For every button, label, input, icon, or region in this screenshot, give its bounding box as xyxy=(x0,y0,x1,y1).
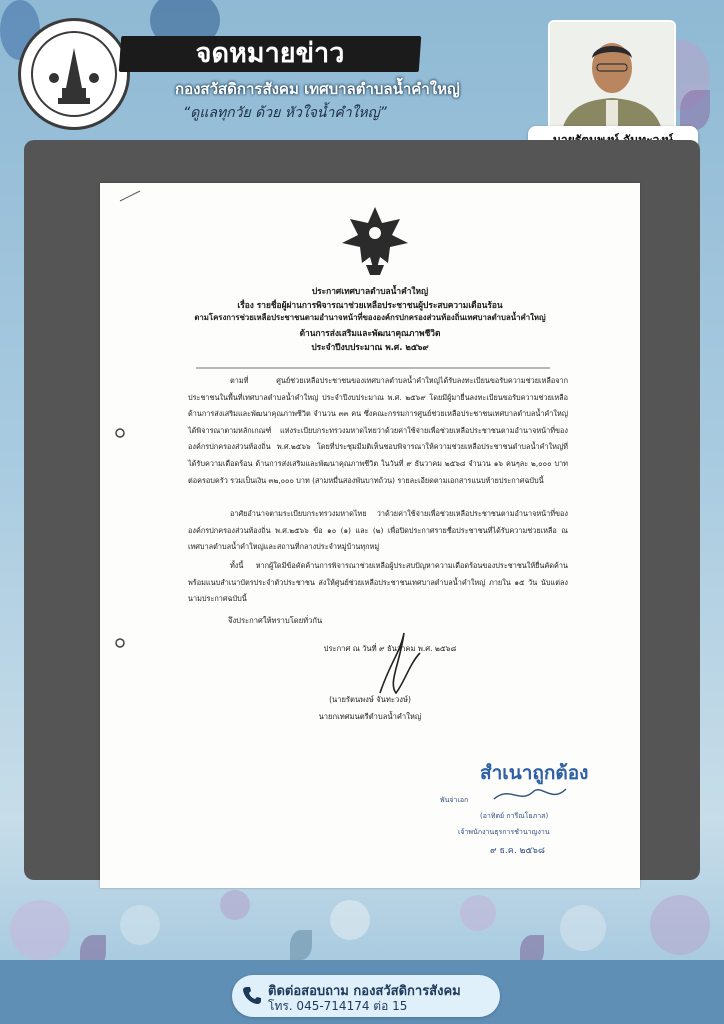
doc-heading-4: ด้านการส่งเสริมและพัฒนาคุณภาพชีวิต xyxy=(299,328,441,338)
garuda-emblem-icon xyxy=(340,203,410,279)
stamp-name: (อาทิตย์ การีณโยภาส) xyxy=(480,812,549,820)
official-photo xyxy=(548,20,676,142)
doc-heading-1: ประกาศเทศบาลตำบลน้ำคำใหญ่ xyxy=(311,286,429,296)
doc-heading-5: ประจำปีงบประมาณ พ.ศ. ๒๕๖๙ xyxy=(311,342,429,352)
municipal-seal-icon xyxy=(18,18,130,130)
phone-icon xyxy=(242,985,262,1005)
doc-signer-position: นายกเทศมนตรีตำบลน้ำคำใหญ่ xyxy=(318,712,422,721)
doc-heading-3: ตามโครงการช่วยเหลือประชาชนตามอำนาจหน้าที่ขององค์กรปกครองส่วนท้องถิ่นเทศบาลตำบลน้ำคำใหญ่ xyxy=(194,313,546,322)
doc-signer-name: (นายรัตนพงษ์ จันทะวงษ์) xyxy=(329,695,411,704)
stamp-position: เจ้าพนักงานธุรการชำนาญงาน xyxy=(458,828,550,836)
stamp-rank: พันจ่าเอก xyxy=(440,796,469,804)
stamp-date: ๙ ธ.ค. ๒๕๖๘ xyxy=(490,846,545,856)
doc-paragraph-2: อาศัยอำนาจตามระเบียบกระทรวงมหาดไทย ว่าด้วยค่าใช้จ่ายเพื่อช่วยเหลือประชาชนตามอำนาจหน้าที่ขององค์กรปกครองส่วนท้องถิ่น พ.ศ.๒๕๖๖ ข้อ ๑๐ (๑) และ (๒) เพื่อปิดประกาศรายชื่อประชาชนที่ได้รับความช่วยเหลือ ณ เทศบาลตำบลน้ำคำใหญ่และสถานที่กลางประจำหมู่บ้านทุกหมู่ xyxy=(188,509,568,552)
doc-date-line: ประกาศ ณ วันที่ ๙ ธันวาคม พ.ศ. ๒๕๖๘ xyxy=(323,644,457,653)
page-subtitle: กองสวัสดิการสังคม เทศบาลตำบลน้ำคำใหญ่ xyxy=(175,80,460,98)
contact-line-1: ติดต่อสอบถาม กองสวัสดิการสังคม xyxy=(268,984,461,999)
contact-line-2: โทร. 045-714174 ต่อ 15 xyxy=(268,999,408,1013)
page-title: จดหมายข่าว xyxy=(195,38,345,69)
doc-paragraph-3: ทั้งนี้ หากผู้ใดมีข้อคัดค้านการพิจารณาช่วยเหลือผู้ประสบปัญหาความเดือดร้อนของประชาชนให้ยื่นคัดค้านพร้อมแนบสำเนาบัตรประจำตัวประชาชน ส่งให้ศูนย์ช่วยเหลือประชาชนเทศบาลตำบลน้ำคำใหญ่ ภายใน ๑๕ วัน นับแต่ลงนามประกาศฉบับนี้ xyxy=(188,561,568,604)
signature xyxy=(370,623,430,703)
doc-paragraph-1: ตามที่ ศูนย์ช่วยเหลือประชาชนของเทศบาลตำบลน้ำคำใหญ่ได้รับลงทะเบียนขอรับความช่วยเหลือจากประชาชนในพื้นที่เทศบาลตำบลน้ำคำใหญ่ ประจำปีงบประมาณ พ.ศ. ๒๕๖๙ โดยมีผู้มายื่นลงทะเบียนขอรับความช่วยเหลือด้านการส่งเสริมและพัฒนาคุณภาพชีวิต จำนวน ๓๓ คน ซึ่งคณะกรรมการศูนย์ช่วยเหลือประชาชนเทศบาลตำบลน้ำคำใหญ่ได้พิจารณาตามหลักเกณฑ์ แห่งระเบียบกระทรวงมหาดไทยว่าด้วยค่าใช้จ่ายเพื่อช่วยเหลือประชาชนตามอำนาจหน้าที่ขององค์กรปกครองส่วนท้องถิ่น พ.ศ.๒๕๖๖ โดยที่ประชุมมีมติเห็นชอบพิจารณาให้ความช่วยเหลือประชาชนตำบลน้ำคำใหญ่ที่ได้รับความเดือดร้อน ด้านการส่งเสริมและพัฒนาคุณภาพชีวิต ในวันที่ ๙ ธันวาคม ๒๕๖๘ จำนวน ๑๖ คนๆละ ๒,๐๐๐ บาท ต่อครอบครัว รวมเป็นเงิน ๓๒,๐๐๐ บาท (สามหมื่นสองพันบาทถ้วน) รายละเอียดตามเอกสารแนบท้ายประกาศฉบับนี้ xyxy=(188,376,568,485)
doc-heading-2: เรื่อง รายชื่อผู้ผ่านการพิจารณาช่วยเหลือประชาชนผู้ประสบความเดือนร้อน xyxy=(237,300,503,310)
contact-pill xyxy=(232,975,500,1017)
certified-copy-stamp: สำเนาถูกต้อง xyxy=(480,762,589,784)
slogan: “ดูแลทุกวัย ด้วย หัวใจน้ำคำใหญ่” xyxy=(183,105,387,121)
stamp-signature xyxy=(490,783,570,807)
doc-announce: จึงประกาศให้ทราบโดยทั่วกัน xyxy=(228,616,323,625)
announcement-document xyxy=(100,183,640,888)
